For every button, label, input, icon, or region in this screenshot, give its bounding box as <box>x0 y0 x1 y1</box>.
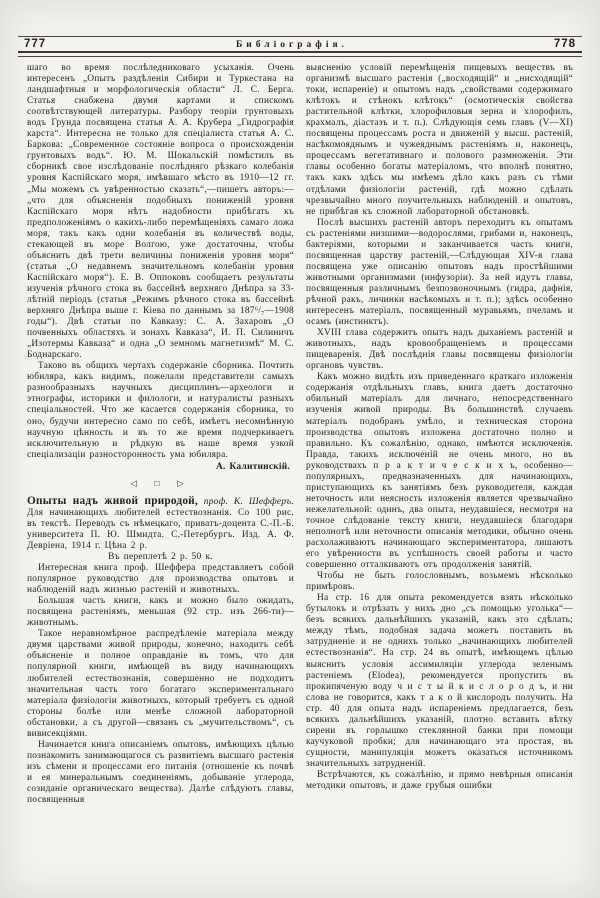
entry-details: Для начинающихъ любителей естествознанія. Со 100 рис. въ текстѣ. Переводъ съ нѣмецкаго, приватъ-доцента С.-П.-Б. университета П. Ю. Шмидта. С.-Петербургъ. Изд. А. Ф. Девріена, 1914 г. Цѣна 2 р. <box>27 507 294 551</box>
paragraph: Большая часть книги, какъ и можно было ожидать, посвящена растеніямъ, меньшая (92 стр. изъ 266-ти)—животнымъ. <box>27 596 294 629</box>
paragraph: Какъ можно видѣть изъ приведеннаго краткаго изложенія содержанія отдѣльныхъ главъ, книга даетъ достаточно обильный матеріалъ для личнаго, непосредственнаго изученія живой природы. Въ большинствѣ случаевъ матеріалъ подобранъ умѣло, и техническая сторона производства опытовъ изложена достаточно полно и правильно. Къ сожалѣнію, однако, имѣются исключенія. Правда, такихъ исключеній не очень много, но въ руководствахъ п р а к т и ч е с к и х ъ, особенно—популярныхъ, предназначенныхъ для начинающихъ, приступающихъ къ занятіямъ безъ руководителя, каждая неточность или неясность изложенія является чрезвычайно нежелательной: одинъ, два опыта, неудавшіеся, несмотря на точное слѣдованіе тексту книги, неудавшіеся благодаря неполнотѣ или неточности описанія методики, обычно очень расхолаживаютъ начинающаго экспериментатора, лишаютъ его увѣренности въ успѣшность своей работы и часто совершенно отталкиваютъ отъ продолженія занятій. <box>306 372 573 571</box>
page-number-right: 778 <box>553 38 576 50</box>
paragraph: На стр. 16 для опыта рекомендуется взять нѣсколько бутылокъ и отрѣзать у нихъ дно „съ помощью уголька“—безъ всякихъ дальнѣйшихъ указаній, какъ это сдѣлать; между тѣмъ, подобная задача можетъ поставить въ затрудненіе и не однихъ только „начинающихъ любителей естествознанія“. На стр. 24 въ опытѣ, имѣющемъ цѣлью выяснить условія ассимиляціи углерода зеленымъ растеніемъ (Elodea), рекомендуется пропустить въ прокипяченую воду ч и с т ы й к и с л о р о д ъ, и ни слова не говорится, какъ т а к о й кислородъ получить. На стр. 40 для опыта надъ испареніемъ предлагается, безъ всякихъ дальнѣйшихъ указаній, плотно вставить вѣтку сирени въ горлышко стеклянной банки при помощи каучуковой пробки; для начинающаго эта простая, въ сущности, манипуляція можетъ оказаться источникомъ значительныхъ затрудненій. <box>306 593 573 769</box>
section-divider-ornament: ◁ □ ▷ <box>130 477 191 488</box>
paragraph-continuation: выясненію условій перемѣщенія пищевыхъ веществъ въ организмѣ высшаго растенія („восходящій“ и „нисходящій“ токи, испареніе) и опытомъ надъ „свойствами содержимаго клѣтокъ и стѣнокъ клѣтокъ“ (осмотическія свойства растительной клѣтки, хлорофиловыя зерна и хлорофилъ, крахмалъ, діастазъ и т. п.). Слѣдующія семь главъ (V—XI) посвящены процессамъ роста и движеній у высш. растеній, насѣкомояднымъ и чужеяднымъ растеніямъ и, наконецъ, процессамъ вегетативнаго и полового размноженія. Эти главы особенно богаты матеріаломъ, что вполнѣ понятно, такъ какъ здѣсь мы имѣемъ дѣло какъ разъ съ тѣми отдѣлами физіологіи растеній, гдѣ можно сдѣлать чрезвычайно много поучительныхъ наблюденій и опытовъ, не прибѣгая къ сложной лабораторной обстановкѣ. <box>306 63 573 217</box>
entry-author: проф. К. Шефферъ. <box>197 496 294 507</box>
bibliographic-entry <box>27 496 294 552</box>
author-signature: А. Калитинскій. <box>215 461 290 472</box>
paragraph: Начинается книга описаніемъ опытовъ, имѣющихъ цѣлью познакомить занимающагося съ развитіемъ высшаго растенія изъ сѣмени и процессами его питанія (отношеніе къ почвѣ и ея минеральнымъ соединеніямъ, добываніе углерода, созиданіе органическаго вещества). Далѣе слѣдуютъ главы, посвященныя <box>27 739 294 806</box>
paragraph: Встрѣчаются, къ сожалѣнію, и прямо невѣрныя описанія методики опытовъ, и даже грубыя ошибки <box>306 770 573 792</box>
running-header <box>18 36 582 57</box>
page-number-left: 777 <box>24 38 47 50</box>
paragraph: XVIII глава содержитъ опытъ надъ дыханіемъ растеній и животныхъ, надъ кровообращеніемъ и процессами пищеваренія. Двѣ послѣднія главы посвящены физіологіи органовъ чувствъ. <box>306 328 573 372</box>
header-rule-bottom <box>18 51 582 57</box>
entry-title: Опыты надъ живой природой, <box>27 494 198 507</box>
right-column <box>306 63 573 806</box>
paragraph: Интересная книга проф. Шеффера представляетъ собой популярное руководство для производства опытовъ и наблюденій надъ жизнью растеній и животныхъ. <box>27 563 294 596</box>
paragraph: Таково въ общихъ чертахъ содержаніе сборника. Почтить юбиляра, какъ видимъ, пожелали представители самыхъ разнообразныхъ научныхъ дисциплинъ—археологи и этнографы, историки и филологи, и натуралисты разныхъ спеціальностей. Что же касается содержанія сборника, то оно, будучи интересно само по себѣ, имѣетъ несомнѣнную научную цѣнность и въ то же время подчеркиваетъ исключительную и рѣдкую въ наше время узкой спеціализаціи разносторонность ума юбиляра. <box>27 361 294 460</box>
left-column <box>27 63 294 806</box>
paragraph: Послѣ высшихъ растеній авторъ переходитъ къ опытамъ съ растеніями низшими—водорослями, грибами и, наконецъ, бактеріями, которыми и заканчивается часть книги, посвященная царству растеній,—Слѣдующая XIV-я глава посвящена уже описанію опытовъ надъ простѣйшими животными организмами (инфузоріи). За ней идутъ главы, посвященныя различнымъ безпозвоночнымъ (гидра, дафнія, рѣчной ракъ, личинки насѣкомыхъ и т. п.); здѣсь особенно интересенъ матеріалъ, посвященный муравьямъ, пчеламъ и осамъ (инстинктъ). <box>306 217 573 328</box>
paragraph: Чтобы не быть голословнымъ, возьмемъ нѣсколько примѣровъ. <box>306 571 573 593</box>
paragraph: Такое неравномѣрное распредѣленіе матеріала между двумя царствами живой природы, конечно, находитъ себѣ объясненіе и полное оправданіе въ томъ, что для популярной книги, имѣющей въ виду начинающихъ любителей естествознанія, совершенно не подходитъ значительная часть того богатаго экспериментальнаго матеріала физіологіи животныхъ, который требуетъ съ одной стороны болѣе или менѣе сложной лабораторной обстановки, а съ другой—связанъ съ „мучительствомъ“, съ вивисекціями. <box>27 629 294 739</box>
running-title: Библіографія. <box>235 40 349 50</box>
entry-price-line: Въ переплетѣ 2 р. 50 к. <box>108 552 213 563</box>
paragraph-continuation: шаго во время послѣледниковаго усыханія. Очень интересенъ „Опытъ раздѣленія Сибири и Туркестана на ландшафтныя и морфологическія области“ Л. С. Берга. Статья снабжена двумя картами и спискомъ соотвѣтствующей литературы. Разбору теоріи грунтовыхъ водъ Грунда посвящена статья А. А. Крубера „Гидрографія карста“. Интересна не только для спеціалиста статья А. С. Баркова: „Современное состояніе вопроса о происхожденіи грунтовыхъ водъ“. Ю. М. Шокальскій помѣстилъ въ сборникѣ свое изслѣдованіе послѣдняго рѣзкаго колебанія уровня Каспійскаго моря, имѣвшаго мѣсто въ 1910—12 гг. „Мы можемъ съ увѣренностью сказать“,—пишетъ авторъ:—„что для объясненія подобныхъ пониженій уровня Каспійскаго моря нѣтъ надобности прибѣгать къ предположеніямъ о какихъ-либо перемѣщеніяхъ самаго ложа моря, такъ какъ одни колебанія въ количествѣ воды, стекающей въ море Волгою, уже достаточны, чтобы объяснить двѣ трети величины пониженія уровня моря“ (статья „О недавнемъ значительномъ колебаніи уровня Каспійскаго моря“). Е. В. Оппоковъ сообщаетъ результаты изученія рѣчного стока въ бассейнѣ верхняго Днѣпра за 33-лѣтній періодъ (статья „Режимъ рѣчного стока въ бассейнѣ верхняго Днѣпра выше г. Кіева по даннымъ за 187⁶/₇—1908 годы“). Двѣ статьи по Кавказу: С. А. Захаровъ „О почвенныхъ областяхъ и зонахъ Кавказа“, И. П. Силиничъ „Изотермы Кавказа“ и одна „О земномъ магнетизмѣ“ М. С. Боднарскаго. <box>27 63 294 361</box>
text-columns <box>27 63 573 806</box>
